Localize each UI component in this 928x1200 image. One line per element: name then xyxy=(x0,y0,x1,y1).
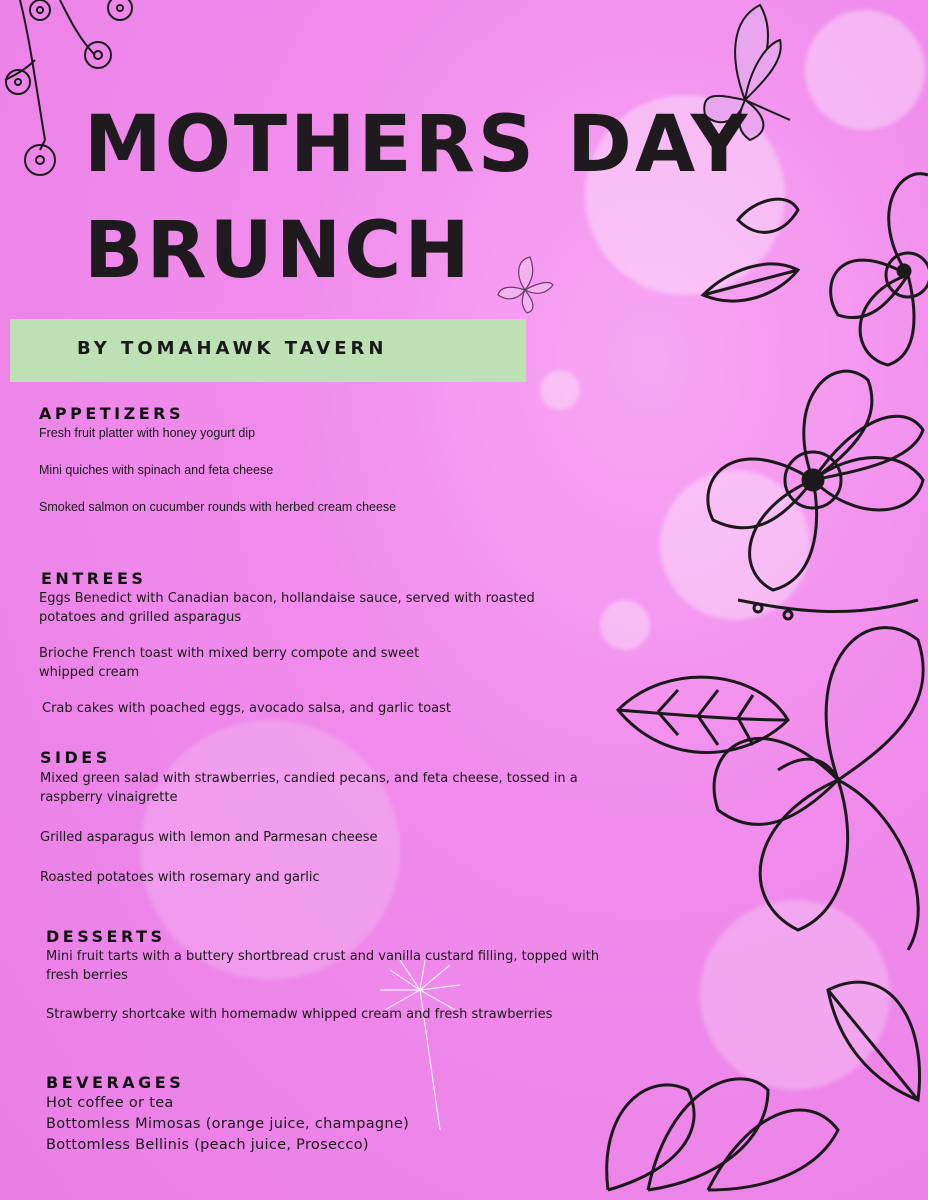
title-line-2: BRUNCH xyxy=(84,206,473,296)
menu-item: Crab cakes with poached eggs, avocado salsa, and garlic toast xyxy=(42,701,452,716)
section-heading: BEVERAGES xyxy=(46,1073,185,1092)
menu-item: Grilled asparagus with lemon and Parmesan cheese xyxy=(40,830,378,845)
menu-item: Mini fruit tarts with a buttery shortbread crust and vanilla custard filling, topped with fresh berries xyxy=(46,949,600,983)
subtitle-text: BY TOMAHAWK TAVERN xyxy=(77,338,388,359)
section-heading: DESSERTS xyxy=(46,927,166,946)
section-sides xyxy=(40,748,630,887)
menu-item: Mini quiches with spinach and feta cheese xyxy=(39,463,274,477)
section-heading: APPETIZERS xyxy=(39,404,185,423)
title-line-1: MOTHERS DAY xyxy=(84,100,751,190)
section-heading: ENTREES xyxy=(41,569,147,588)
menu-item: Roasted potatoes with rosemary and garlic xyxy=(40,870,320,885)
menu-item: Mixed green salad with strawberries, candied pecans, and feta cheese, tossed in a raspberry vinaigrette xyxy=(40,771,578,805)
section-beverages xyxy=(46,1073,606,1156)
page-title xyxy=(84,92,750,304)
subtitle-banner xyxy=(10,319,526,382)
section-heading: SIDES xyxy=(40,748,111,767)
menu-item: Bottomless Mimosas (orange juice, champagne) xyxy=(46,1116,410,1132)
menu-item: Strawberry shortcake with homemadw whipped cream and fresh strawberries xyxy=(46,1007,553,1022)
section-desserts xyxy=(46,927,606,1024)
flower-cluster-icon xyxy=(588,160,928,1200)
menu-item: Fresh fruit platter with honey yogurt dip xyxy=(39,426,256,440)
menu-item: Bottomless Bellinis (peach juice, Prosecco) xyxy=(46,1137,369,1153)
section-entrees xyxy=(39,569,579,718)
menu-item: Hot coffee or tea xyxy=(46,1095,174,1111)
menu-item: Eggs Benedict with Canadian bacon, hollandaise sauce, served with roasted potatoes and grilled asparagus xyxy=(39,591,535,625)
bokeh-light xyxy=(805,10,925,130)
section-appetizers xyxy=(39,404,559,516)
menu-item: Brioche French toast with mixed berry compote and sweet whipped cream xyxy=(39,646,420,680)
menu-item: Smoked salmon on cucumber rounds with herbed cream cheese xyxy=(39,500,397,514)
